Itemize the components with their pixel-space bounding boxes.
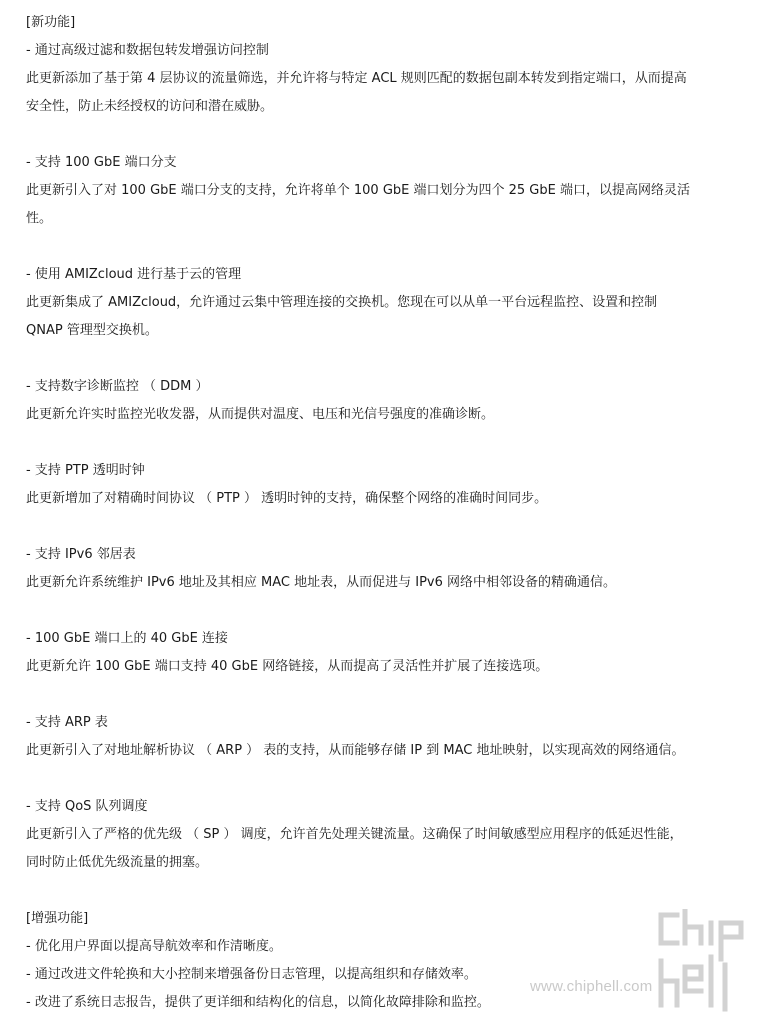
item-title: - 支持 IPv6 邻居表 xyxy=(26,547,136,562)
item-title: - 使用 AMIZcloud 进行基于云的管理 xyxy=(26,267,242,282)
spacer xyxy=(26,233,746,261)
enhancement-item: - 改进了系统日志报告，提供了更详细和结构化的信息，以简化故障排除和监控。 xyxy=(26,995,490,1010)
item-description: 此更新引入了对地址解析协议 （ ARP ） 表的支持，从而能够存储 IP 到 MAC 地址映射，以实现高效的网络通信。 xyxy=(26,743,685,758)
item-title: - 100 GbE 端口上的 40 GbE 连接 xyxy=(26,631,228,646)
item-description: QNAP 管理型交换机。 xyxy=(26,323,158,338)
item-title: - 支持 100 GbE 端口分支 xyxy=(26,155,177,170)
item-title: - 通过高级过滤和数据包转发增强访问控制 xyxy=(26,43,269,58)
spacer xyxy=(26,765,746,793)
item-description: 此更新增加了对精确时间协议 （ PTP ） 透明时钟的支持，确保整个网络的准确时间同步。 xyxy=(26,491,548,506)
item-description: 性。 xyxy=(26,211,53,226)
item-title: - 支持数字诊断监控 （ DDM ） xyxy=(26,379,209,394)
spacer xyxy=(26,681,746,709)
spacer xyxy=(26,513,746,541)
item-title: - 支持 PTP 透明时钟 xyxy=(26,463,145,478)
section-heading: [增强功能] xyxy=(26,911,89,926)
release-notes-document xyxy=(26,9,746,1017)
enhancement-item: - 通过改进文件轮换和大小控制来增强备份日志管理，以提高组织和存储效率。 xyxy=(26,967,477,982)
item-description: 此更新引入了严格的优先级 （ SP ） 调度，允许首先处理关键流量。这确保了时间敏感型应用程序的低延迟性能， xyxy=(26,827,683,842)
item-description: 此更新引入了对 100 GbE 端口分支的支持，允许将单个 100 GbE 端口划分为四个 25 GbE 端口，以提高网络灵活 xyxy=(26,183,690,198)
spacer xyxy=(26,597,746,625)
watermark-url: www.chiphell.com xyxy=(530,978,653,995)
item-description: 此更新集成了 AMIZcloud，允许通过云集中管理连接的交换机。您现在可以从单一平台远程监控、设置和控制 xyxy=(26,295,658,310)
item-description: 此更新允许实时监控光收发器，从而提供对温度、电压和光信号强度的准确诊断。 xyxy=(26,407,495,422)
item-description: 安全性，防止未经授权的访问和潜在威胁。 xyxy=(26,99,274,114)
item-title: - 支持 ARP 表 xyxy=(26,715,108,730)
item-description: 此更新允许 100 GbE 端口支持 40 GbE 网络链接，从而提高了灵活性并扩展了连接选项。 xyxy=(26,659,549,674)
section-heading: [新功能] xyxy=(26,15,76,30)
spacer xyxy=(26,121,746,149)
enhancement-item: - 优化用户界面以提高导航效率和作清晰度。 xyxy=(26,939,282,954)
spacer xyxy=(26,877,746,905)
item-description: 同时防止低优先级流量的拥塞。 xyxy=(26,855,209,870)
item-description: 此更新添加了基于第 4 层协议的流量筛选，并允许将与特定 ACL 规则匹配的数据包副本转发到指定端口，从而提高 xyxy=(26,71,687,86)
item-title: - 支持 QoS 队列调度 xyxy=(26,799,148,814)
spacer xyxy=(26,345,746,373)
item-description: 此更新允许系统维护 IPv6 地址及其相应 MAC 地址表，从而促进与 IPv6 网络中相邻设备的精确通信。 xyxy=(26,575,617,590)
spacer xyxy=(26,429,746,457)
